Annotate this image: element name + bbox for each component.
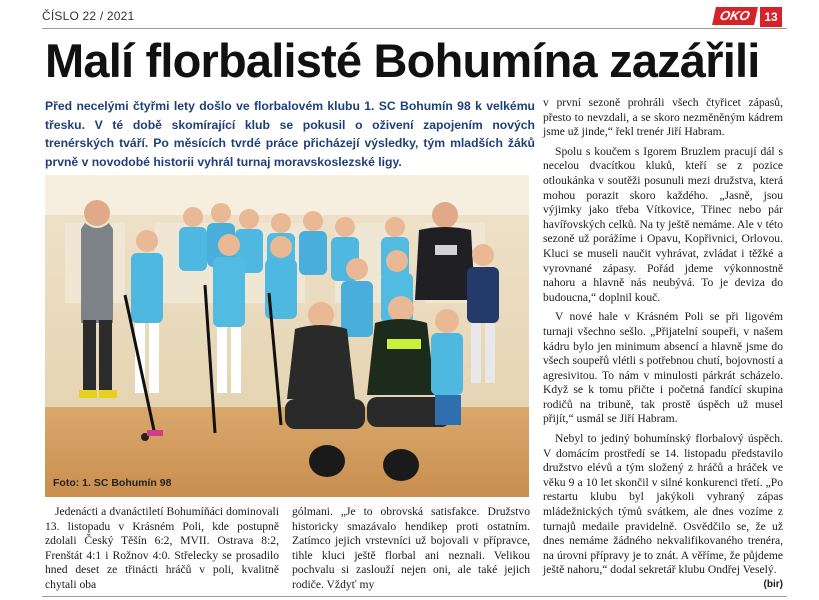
issue-number: ČÍSLO 22 / 2021 xyxy=(42,9,135,23)
column-2-text: gólmani. „Je to obrovská satisfakce. Družstvo historicky smazávalo hendikep proti ostatním. Zatímco jejich vrstevníci už bojovali v přípravce, tihle kluci ještě florbal ani neznali. Velikou pochvalu si zaslouží nejen oni, ale také jejich rodiče. Vždyť my xyxy=(292,505,530,591)
oko-logo: OKO xyxy=(712,7,757,25)
column-3-paragraph: Nebyl to jediný bohumínský florbalový úspěch. V domácím prostředí se 14. listopadu představilo družstvo elévů a tým složený z hráčů a hráček ve věku 9 a 10 let skončil v silné konkurenci třetí. „Po restartu klubu byl jakýkoli vyhraný zápas mládežnických týmů svátkem, ale dnes vozíme z turnajů medaile pravidelně. Osvědčilo se, že už dnes nemáme žádného nekvalifikovaného trenéra, na úrovni přípravy je to znát. A věříme, že půjdeme ještě nahoru,“ dodal sekretář klubu Ondřej Veselý. xyxy=(543,432,783,577)
column-3-paragraph: Spolu s koučem s Igorem Bruzlem pracují dál s necelou dvacítkou kluků, kteří se z pozice otloukánka v soutěži posunuli mezi družstva, která mohou porazit skoro každého. „Jasně, jsou výjimky jako třeba Vítkovice, Třinec nebo pár havířovských celků. Na ty ještě nemáme. Ale v této sezoně už porážíme i Opavu, Kopřivnici, Orlovou. Kluci se museli naučit vyhrávat, zvládat i těžké a vyrovnané zápasy. Pořád jdeme výkonnostně nahoru a hlavně nás neubývá. To je deviza do budoucna,“ doplnil kouč. xyxy=(543,144,783,304)
article-column-2 xyxy=(292,505,530,593)
header-divider xyxy=(42,28,787,29)
column-3-paragraph: V nové hale v Krásném Poli se při ligovém turnaji všechno sešlo. „Přijatelní soupeři, v našem kádru bylo jen minimum absencí a hlavně jsme do všech soupeřů vlétli s potřebnou chutí, bojovností a agresivitou. To nám v minulosti párkrát scházelo. Když se k tomu přičte i početná fandící skupina rodičů na tribuně, tak prostě úspěch už musel přijít,“ usmál se Jiří Habram. xyxy=(543,310,783,426)
column-1-text: Jedenácti a dvanáctiletí Bohumíňáci dominovali 13. listopadu v Krásném Poli, kde postupně zdolali Český Těšín 6:2, MVII. Ostrava 8:2, Frenštát 4:1 i Rožnov 4:0. Střelecky se prosadilo hned deset ze třinácti hráčů v poli, kvalitně chytali oba xyxy=(45,505,279,591)
team-photo-illustration xyxy=(45,175,529,497)
column-3-paragraph: v první sezoně prohráli všech čtyřicet zápasů, přesto to nevzdali, a se skoro nezměněným kádrem jsme už jinde,“ řekl trenér Jiří Habram. xyxy=(543,96,783,139)
photo-caption: Foto: 1. SC Bohumín 98 xyxy=(53,477,172,489)
article-lead: Před necelými čtyřmi lety došlo ve florbalovém klubu 1. SC Bohumín 98 k velkému třesku. V té době skomírající klub se pokusil o oživení zapojením nových trenérských tváří. Po měsících tvrdé práce přicházejí výsledky, tým mladších žáků prvně v novodobé historii vyhrál turnaj moravskoslezské ligy. xyxy=(45,99,535,169)
team-photo xyxy=(45,175,529,497)
author-signature: (bir) xyxy=(763,579,783,590)
article-headline: Malí florbalisté Bohumína zazářili xyxy=(45,34,760,87)
footer-divider xyxy=(42,596,787,597)
page-header xyxy=(42,7,786,27)
page-number: 13 xyxy=(760,7,782,27)
article-column-3 xyxy=(543,96,783,593)
article-column-1 xyxy=(45,505,279,593)
